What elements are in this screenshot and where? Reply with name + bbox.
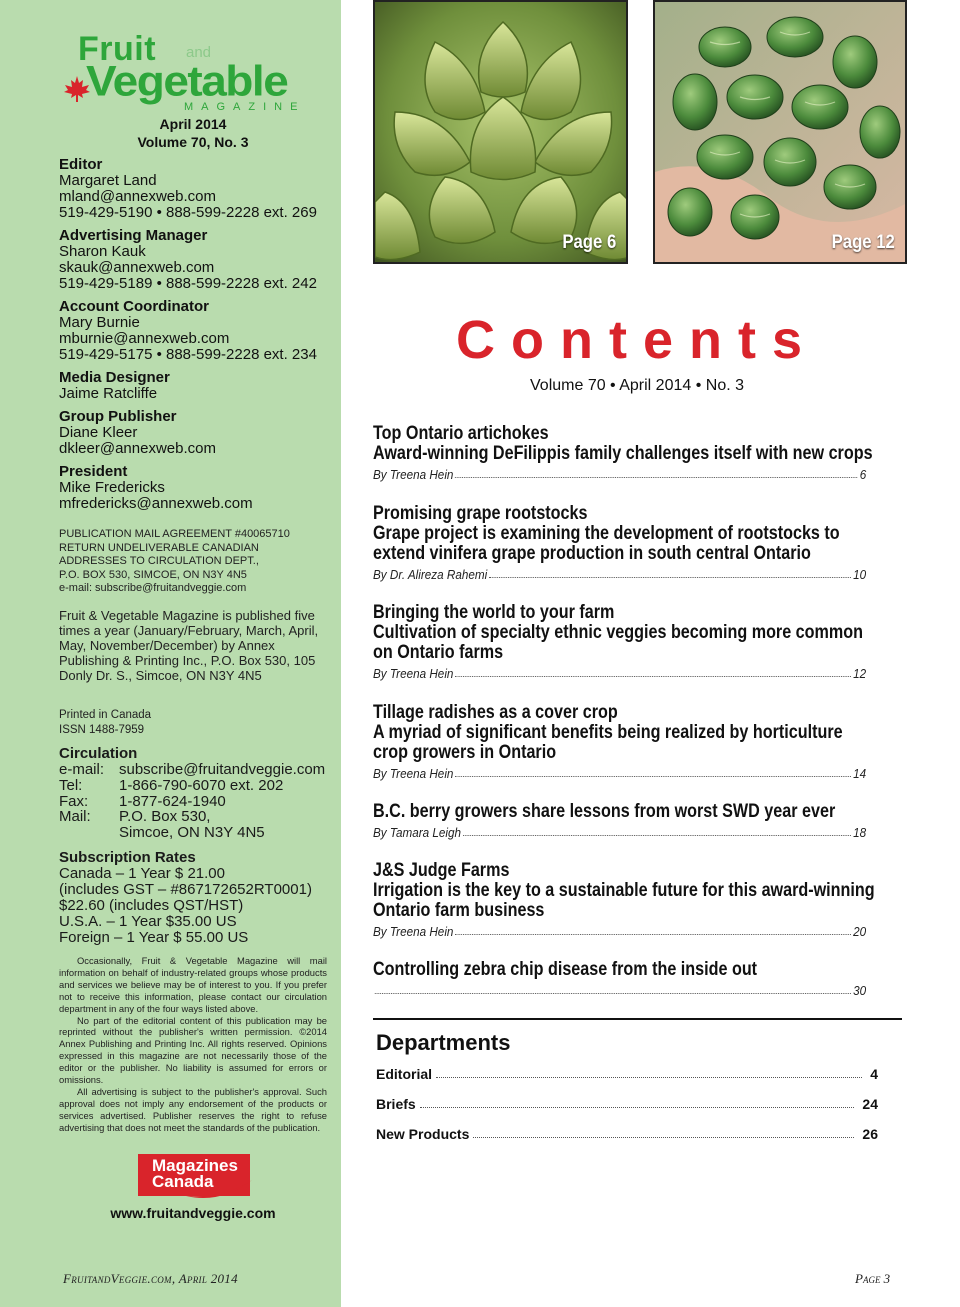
staff-detail: 519-429-5190 • 888-599-2228 ext. 269 — [59, 204, 317, 221]
artichoke-photo — [373, 0, 628, 264]
article-byline — [373, 467, 866, 482]
photo-page-label: Page 6 — [562, 232, 616, 253]
circulation-key — [59, 825, 119, 841]
department-name: New Products — [376, 1126, 470, 1142]
staff-email[interactable]: mburnie@annexweb.com — [59, 330, 230, 347]
staff-entry — [59, 409, 339, 457]
circulation-key: Mail: — [59, 808, 91, 826]
subscription-title: Subscription Rates — [59, 849, 196, 866]
circulation-row — [59, 825, 339, 841]
staff-detail: Diane Kleer — [59, 424, 138, 441]
mail-agreement — [59, 528, 339, 596]
byline-author: By Treena Hein — [373, 467, 454, 482]
byline-author: By Treena Hein — [373, 766, 454, 781]
staff-role: Editor — [59, 156, 103, 173]
staff-detail: Mary Burnie — [59, 314, 140, 331]
logo-magazine-text: MAGAZINE — [184, 101, 306, 113]
staff-email[interactable]: skauk@annexweb.com — [59, 259, 215, 276]
article-title: Tillage radishes as a cover crop — [373, 702, 618, 723]
article-byline — [373, 666, 866, 681]
masthead-sidebar — [0, 0, 341, 1307]
leader-dots — [473, 1137, 854, 1138]
magazine-logo — [62, 30, 332, 116]
logo-and-text: and — [186, 44, 212, 61]
article-subtitle: Cultivation of specialty ethnic veggies becoming more common — [373, 622, 863, 643]
staff-role: Media Designer — [59, 369, 170, 386]
article-title: Promising grape rootstocks — [373, 503, 588, 524]
subscription-line: Foreign – 1 Year $ 55.00 US — [59, 929, 249, 946]
byline-author: By Treena Hein — [373, 666, 454, 681]
swoosh-icon — [186, 1178, 256, 1200]
byline-author: By Treena Hein — [373, 924, 454, 939]
article-title: Bringing the world to your farm — [373, 602, 615, 623]
article-title: Top Ontario artichokes — [373, 423, 549, 444]
leader-dots — [489, 577, 850, 578]
printed-in-canada: Printed in Canada — [59, 709, 152, 721]
article-page-number: 10 — [853, 567, 867, 582]
artichoke-image — [375, 2, 628, 264]
leader-dots — [420, 1107, 855, 1108]
cucamelon-image — [655, 2, 907, 264]
circulation-value: 1-866-790-6070 ext. 202 — [119, 776, 284, 794]
leader-dots — [375, 993, 851, 994]
article-subtitle: Award-winning DeFilippis family challenges itself with new crops — [373, 443, 873, 464]
staff-entry — [59, 464, 339, 512]
article-subtitle: Ontario farm business — [373, 900, 545, 921]
staff-entry — [59, 228, 339, 292]
logo-vegetable-text: Vegetable — [86, 56, 288, 105]
printed-info — [59, 708, 339, 738]
article-page-number: 18 — [853, 825, 867, 840]
mail-agreement-line: RETURN UNDELIVERABLE CANADIAN — [59, 541, 259, 554]
article-title: Controlling zebra chip disease from the inside out — [373, 959, 758, 980]
article-entry[interactable] — [373, 603, 903, 681]
article-page-number: 12 — [853, 666, 867, 681]
article-subtitle: on Ontario farms — [373, 642, 504, 663]
footer-left: FruitandVeggie.com, April 2014 — [63, 1271, 238, 1286]
circulation-row — [59, 778, 339, 794]
mc-logo-line1: Magazines — [152, 1156, 238, 1175]
article-page-number: 30 — [853, 983, 867, 998]
leader-dots — [455, 676, 850, 677]
leader-dots — [455, 934, 850, 935]
leader-dots — [455, 776, 850, 777]
byline-author: By Tamara Leigh — [373, 825, 462, 840]
issue-volume: Volume 70, No. 3 — [137, 134, 249, 150]
photo-page-label: Page 12 — [831, 232, 895, 253]
article-subtitle: extend vinifera grape production in south central Ontario — [373, 543, 811, 564]
article-page-number: 6 — [859, 467, 867, 482]
fine-print-paragraph: No part of the editorial content of this publication may be reprinted without the publisher's written permission. ©2014 Annex Publishing and Printing Inc. All rights reserved. Opinions expressed in this magazine are not necessarily those of the editor or the publisher. No liability is assumed for errors or omissions. — [59, 1014, 327, 1086]
article-title: B.C. berry growers share lessons from worst SWD year ever — [373, 801, 836, 822]
staff-role: Account Coordinator — [59, 298, 209, 315]
staff-detail: Jaime Ratcliffe — [59, 385, 158, 402]
footer-page-number: Page 3 — [855, 1271, 891, 1286]
article-byline — [373, 983, 866, 998]
article-entry[interactable] — [373, 960, 903, 998]
cucamelon-photo — [653, 0, 907, 264]
fine-print-paragraph: All advertising is subject to the publisher's approval. Such approval does not imply any endorsement of the products or services advertised. Publisher reserves the right to refuse advertising that does not meet the standards of the publication. — [59, 1085, 327, 1133]
article-byline — [373, 825, 866, 840]
article-subtitle: A myriad of significant benefits being realized by horticulture — [373, 722, 843, 743]
staff-role: Advertising Manager — [59, 227, 208, 244]
department-item[interactable] — [376, 1066, 878, 1082]
fine-print — [59, 955, 327, 1134]
circulation-block — [59, 745, 339, 841]
staff-email[interactable]: dkleer@annexweb.com — [59, 440, 216, 457]
staff-entry — [59, 370, 339, 402]
staff-list — [59, 157, 339, 519]
article-subtitle: Grape project is examining the development of rootstocks to — [373, 523, 840, 544]
staff-email[interactable]: mfredericks@annexweb.com — [59, 495, 253, 512]
staff-detail: 519-429-5175 • 888-599-2228 ext. 234 — [59, 346, 317, 363]
subscription-line: U.S.A. – 1 Year $35.00 US — [59, 913, 237, 930]
staff-role: Group Publisher — [59, 408, 177, 425]
staff-detail: 519-429-5189 • 888-599-2228 ext. 242 — [59, 275, 317, 292]
article-entry[interactable] — [373, 861, 903, 939]
department-name: Briefs — [376, 1096, 416, 1112]
leader-dots — [436, 1077, 862, 1078]
article-byline — [373, 766, 866, 781]
subscription-line: Canada – 1 Year $ 21.00 — [59, 865, 225, 882]
leader-dots — [455, 477, 857, 478]
circulation-value: subscribe@fruitandveggie.com — [119, 761, 326, 778]
contents-title: Contents — [456, 310, 818, 370]
article-page-number: 14 — [853, 766, 867, 781]
circulation-key: e-mail: — [59, 761, 105, 778]
subscription-line: (includes GST – #867172652RT0001) — [59, 881, 312, 898]
staff-detail: Margaret Land — [59, 172, 157, 189]
staff-entry — [59, 157, 339, 221]
circulation-key: Fax: — [59, 792, 89, 810]
mail-agreement-line: PUBLICATION MAIL AGREEMENT #40065710 — [59, 528, 290, 540]
circulation-value: P.O. Box 530, — [119, 808, 211, 826]
department-page-number: 24 — [862, 1096, 878, 1112]
staff-email[interactable]: mland@annexweb.com — [59, 188, 216, 205]
departments-divider — [373, 1018, 902, 1020]
leader-dots — [463, 835, 851, 836]
article-subtitle: Irrigation is the key to a sustainable future for this award-winning — [373, 880, 875, 901]
publication-info: Fruit & Vegetable Magazine is published five times a year (January/February, March, April, May, November/December) by Annex Publishing & Printing Inc., P.O. Box 530, 105 Donly Dr. S., Simcoe, ON N3Y 4N5 — [59, 608, 319, 683]
department-page-number: 26 — [862, 1126, 878, 1142]
article-page-number: 20 — [853, 924, 867, 939]
departments-title: Departments — [376, 1030, 511, 1055]
article-byline — [373, 567, 866, 582]
department-page-number: 4 — [870, 1066, 878, 1082]
circulation-row — [59, 762, 339, 778]
department-item[interactable] — [376, 1126, 878, 1142]
circulation-value: 1-877-624-1940 — [119, 792, 226, 810]
circulation-row — [59, 809, 339, 825]
circulation-value: Simcoe, ON N3Y 4N5 — [119, 824, 265, 842]
article-title: J&S Judge Farms — [373, 860, 510, 881]
circulation-key: Tel: — [59, 776, 83, 794]
department-name: Editorial — [376, 1066, 433, 1082]
issue-date: April 2014 — [159, 116, 227, 132]
article-entry[interactable] — [373, 703, 903, 781]
byline-author: By Dr. Alireza Rahemi — [373, 567, 488, 582]
mail-agreement-line: P.O. BOX 530, SIMCOE, ON N3Y 4N5 — [59, 568, 247, 581]
article-entry[interactable] — [373, 504, 903, 582]
mc-logo-line2: Canada — [152, 1172, 214, 1191]
staff-detail: Mike Fredericks — [59, 479, 165, 496]
staff-entry — [59, 299, 339, 363]
department-item[interactable] — [376, 1096, 878, 1112]
website-url[interactable]: www.fruitandveggie.com — [110, 1205, 276, 1221]
article-byline — [373, 924, 866, 939]
fine-print-paragraph: Occasionally, Fruit & Vegetable Magazine will mail information on behalf of industry-related groups whose products and services we believe may be of interest to you. If you prefer not to receive this information, please contact our circulation department in any of the four ways listed above. — [59, 955, 327, 1014]
mail-agreement-line: e-mail: subscribe@fruitandveggie.com — [59, 582, 247, 594]
circulation-row — [59, 794, 339, 810]
article-entry[interactable] — [373, 424, 903, 482]
mail-agreement-line: ADDRESSES TO CIRCULATION DEPT., — [59, 555, 259, 567]
subscription-line: $22.60 (includes QST/HST) — [59, 897, 244, 914]
logo-fruit-text: Fruit — [78, 30, 157, 68]
contents-subtitle: Volume 70 • April 2014 • No. 3 — [530, 377, 744, 394]
staff-detail: Sharon Kauk — [59, 243, 146, 260]
subscription-block — [59, 849, 339, 946]
staff-role: President — [59, 463, 128, 480]
article-subtitle: crop growers in Ontario — [373, 742, 557, 763]
article-entry[interactable] — [373, 802, 903, 840]
issn-number: ISSN 1488-7959 — [59, 724, 145, 736]
circulation-title: Circulation — [59, 745, 138, 762]
